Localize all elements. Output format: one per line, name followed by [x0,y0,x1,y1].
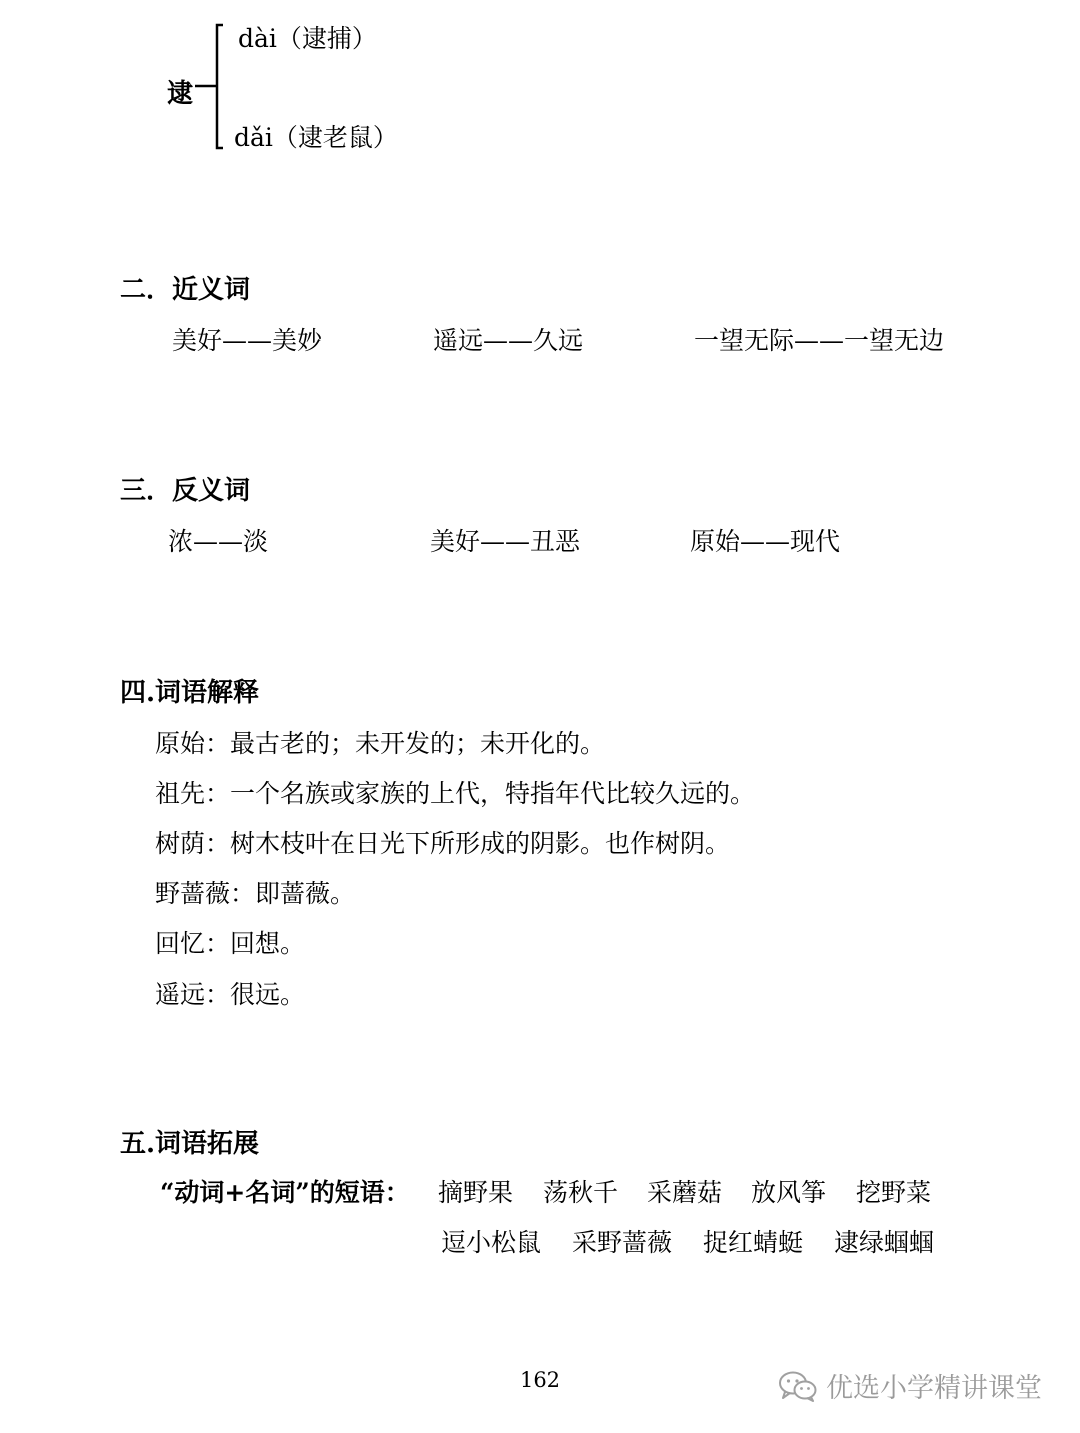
definition-meaning: 很远。 [230,980,306,1009]
phrase-item: 挖野菜 [856,1178,932,1207]
definition-meaning: 即蔷薇。 [255,879,356,908]
antonym-pair: 美好——丑恶 [430,527,581,556]
wechat-icon [778,1370,818,1402]
phrase-item: 逗小松鼠 [441,1228,542,1257]
reading-dai3 [234,123,398,153]
synonym-pair: 一望无际——一望无边 [694,326,945,355]
reading-dai4 [238,24,377,54]
antonym-pair: 原始——现代 [690,527,841,556]
phrase-item: 摘野果 [438,1178,514,1207]
page-number: 162 [519,1368,561,1392]
definition-item [155,929,305,959]
definition-term: 原始： [155,729,231,758]
phrase-item: 捉红蜻蜓 [703,1228,804,1257]
phrase-item: 放风筝 [751,1178,827,1207]
brace-icon [195,22,225,152]
pinyin: dǎi [234,123,273,152]
definition-meaning: 树木枝叶在日光下所形成的阴影。也作树阴。 [230,829,731,858]
definition-meaning: 一个名族或家族的上代，特指年代比较久远的。 [230,779,756,808]
definition-meaning: 最古老的；未开发的；未开化的。 [230,729,606,758]
definition-item [155,980,305,1010]
section-heading-synonyms: 二．近义词 [120,275,251,305]
example: （逮老鼠） [272,123,398,152]
definition-item [155,829,730,859]
definition-term: 祖先： [155,779,231,808]
pinyin: dài [238,24,277,53]
section-heading-definitions: 四.词语解释 [120,678,260,708]
section-heading-antonyms: 三．反义词 [120,476,251,506]
polyphone-char: 逮 [167,79,194,109]
synonym-pair: 遥远——久远 [433,326,584,355]
synonym-pair: 美好——美妙 [172,326,323,355]
watermark [778,1366,1042,1405]
definition-term: 回忆： [155,929,231,958]
definition-meaning: 回想。 [230,929,306,958]
section-heading-expansion: 五.词语拓展 [120,1129,260,1159]
phrase-label: “动词+名词”的短语： [160,1178,410,1207]
watermark-text: 优选小学精讲课堂 [826,1373,1042,1404]
phrase-item: 逮绿蝈蝈 [834,1228,935,1257]
antonym-pair: 浓——淡 [168,527,269,556]
definition-item [155,779,755,809]
definition-term: 野蔷薇： [155,879,256,908]
definition-term: 遥远： [155,980,231,1009]
phrase-item: 采蘑菇 [647,1178,723,1207]
example: （逮捕） [276,24,377,53]
definition-term: 树荫： [155,829,231,858]
phrase-item: 荡秋千 [543,1178,619,1207]
definition-item [155,879,355,909]
definition-item [155,729,605,759]
phrase-item: 采野蔷薇 [572,1228,673,1257]
